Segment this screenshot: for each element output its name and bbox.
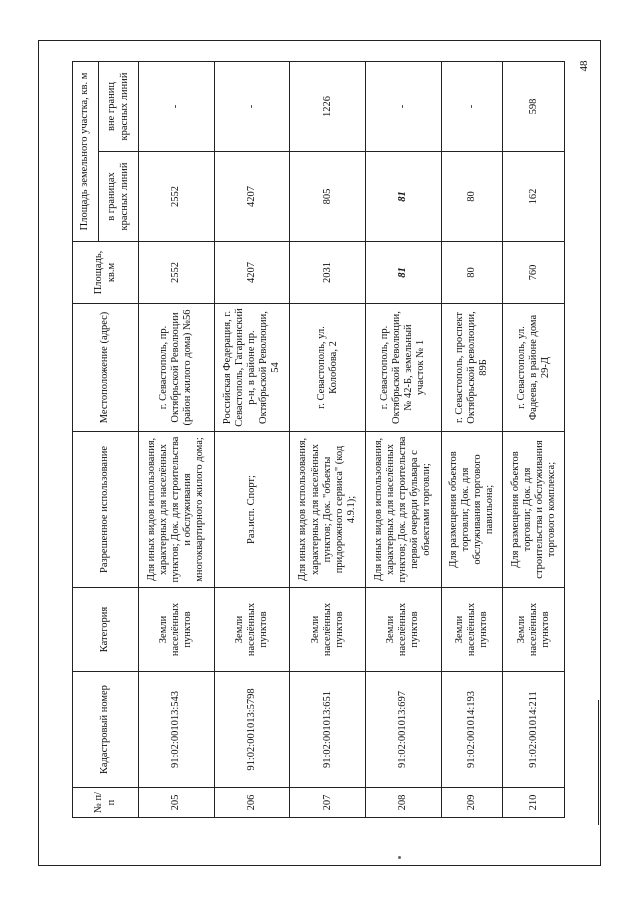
table-row xyxy=(441,61,503,817)
header-land-area: Площадь земельного участка, кв. м xyxy=(73,61,99,241)
cell-outside: 1226 xyxy=(290,61,366,151)
cell-within: 162 xyxy=(503,152,565,242)
cell-location: Российская Федерация, г. Севастополь, Гагаринский р-н, в районе пр. Октябрьской Революции, 54 xyxy=(214,304,290,432)
cell-cadastral: 91:02:001013:651 xyxy=(290,672,366,788)
cell-within: 80 xyxy=(441,152,503,242)
header-use: Разрешенное использование xyxy=(73,432,139,588)
cell-area: 80 xyxy=(441,242,503,304)
cell-location: г. Севастополь, ул. Колобова, 2 xyxy=(290,304,366,432)
cell-outside: 598 xyxy=(503,61,565,151)
footer-line xyxy=(598,700,599,825)
cell-within: 805 xyxy=(290,152,366,242)
cell-num: 207 xyxy=(290,788,366,818)
table-row xyxy=(139,61,215,817)
cell-outside: - xyxy=(441,61,503,151)
cell-within: 2552 xyxy=(139,152,215,242)
cell-location: г. Севастополь, проспект Октябрьской революции, 89Б xyxy=(441,304,503,432)
header-num: № п/п xyxy=(73,788,139,818)
header-outside: вне границ красных линий xyxy=(99,61,139,151)
cell-within: 4207 xyxy=(214,152,290,242)
cell-area: 4207 xyxy=(214,242,290,304)
cell-location: г. Севастополь, ул. Фадеева, в районе дома 29-Д xyxy=(503,304,565,432)
cell-num: 205 xyxy=(139,788,215,818)
cell-category: Земли населённых пунктов xyxy=(503,588,565,672)
cell-num: 210 xyxy=(503,788,565,818)
cell-within: 81 xyxy=(365,152,441,242)
rotated-table-container xyxy=(72,62,565,818)
cell-location: г. Севастополь, пр. Октябрьской Революции (район жилого дома) №56 xyxy=(139,304,215,432)
table-row xyxy=(290,61,366,817)
cell-cadastral: 91:02:001013:697 xyxy=(365,672,441,788)
cell-num: 208 xyxy=(365,788,441,818)
cell-area: 2552 xyxy=(139,242,215,304)
cell-category: Земли населённых пунктов xyxy=(365,588,441,672)
cell-category: Земли населённых пунктов xyxy=(441,588,503,672)
cell-use: Для иных видов использования, характерных для населённых пунктов; Док. для строительства первой очереди бульвара с объектами торговли; xyxy=(365,432,441,588)
cell-use: Для иных видов использования, характерных для населённых пунктов; Док. "объекты придорожного сервиса" (код 4.9.1); xyxy=(290,432,366,588)
table-row xyxy=(214,61,290,817)
cell-area: 2031 xyxy=(290,242,366,304)
land-plots-table xyxy=(72,61,565,818)
header-cadastral: Кадастровый номер xyxy=(73,672,139,788)
cell-cadastral: 91:02:001013:5798 xyxy=(214,672,290,788)
header-location: Местоположение (адрес) xyxy=(73,304,139,432)
cell-cadastral: 91:02:001014:211 xyxy=(503,672,565,788)
cell-use: Для размещения объектов торговли; Док. для строительства и обслуживания торгового комплекса; xyxy=(503,432,565,588)
table-row xyxy=(503,61,565,817)
cell-category: Земли населённых пунктов xyxy=(139,588,215,672)
cell-outside: - xyxy=(139,61,215,151)
header-within: в границах красных линий xyxy=(99,152,139,242)
cell-num: 206 xyxy=(214,788,290,818)
cell-use: Раз.исп. Спорт; xyxy=(214,432,290,588)
cell-cadastral: 91:02:001014:193 xyxy=(441,672,503,788)
header-category: Категория xyxy=(73,588,139,672)
cell-category: Земли населённых пунктов xyxy=(214,588,290,672)
cell-location: г. Севастополь, пр. Октябрьской Революции, № 42-Б, земельный участок № 1 xyxy=(365,304,441,432)
scan-dot xyxy=(398,856,401,859)
cell-outside: - xyxy=(365,61,441,151)
cell-area: 81 xyxy=(365,242,441,304)
cell-area: 760 xyxy=(503,242,565,304)
cell-use: Для иных видов использования, характерных для населённых пунктов; Док. для строительства и обслуживания многоквартирного жилого дома; xyxy=(139,432,215,588)
cell-cadastral: 91:02:001013:543 xyxy=(139,672,215,788)
cell-num: 209 xyxy=(441,788,503,818)
cell-use: Для размещения объектов торговли; Док. для обслуживания торгового павильона; xyxy=(441,432,503,588)
cell-outside: - xyxy=(214,61,290,151)
cell-category: Земли населённых пунктов xyxy=(290,588,366,672)
header-area: Площадь, кв.м xyxy=(73,242,139,304)
page-number: 48 xyxy=(578,60,590,72)
table-row xyxy=(365,61,441,817)
